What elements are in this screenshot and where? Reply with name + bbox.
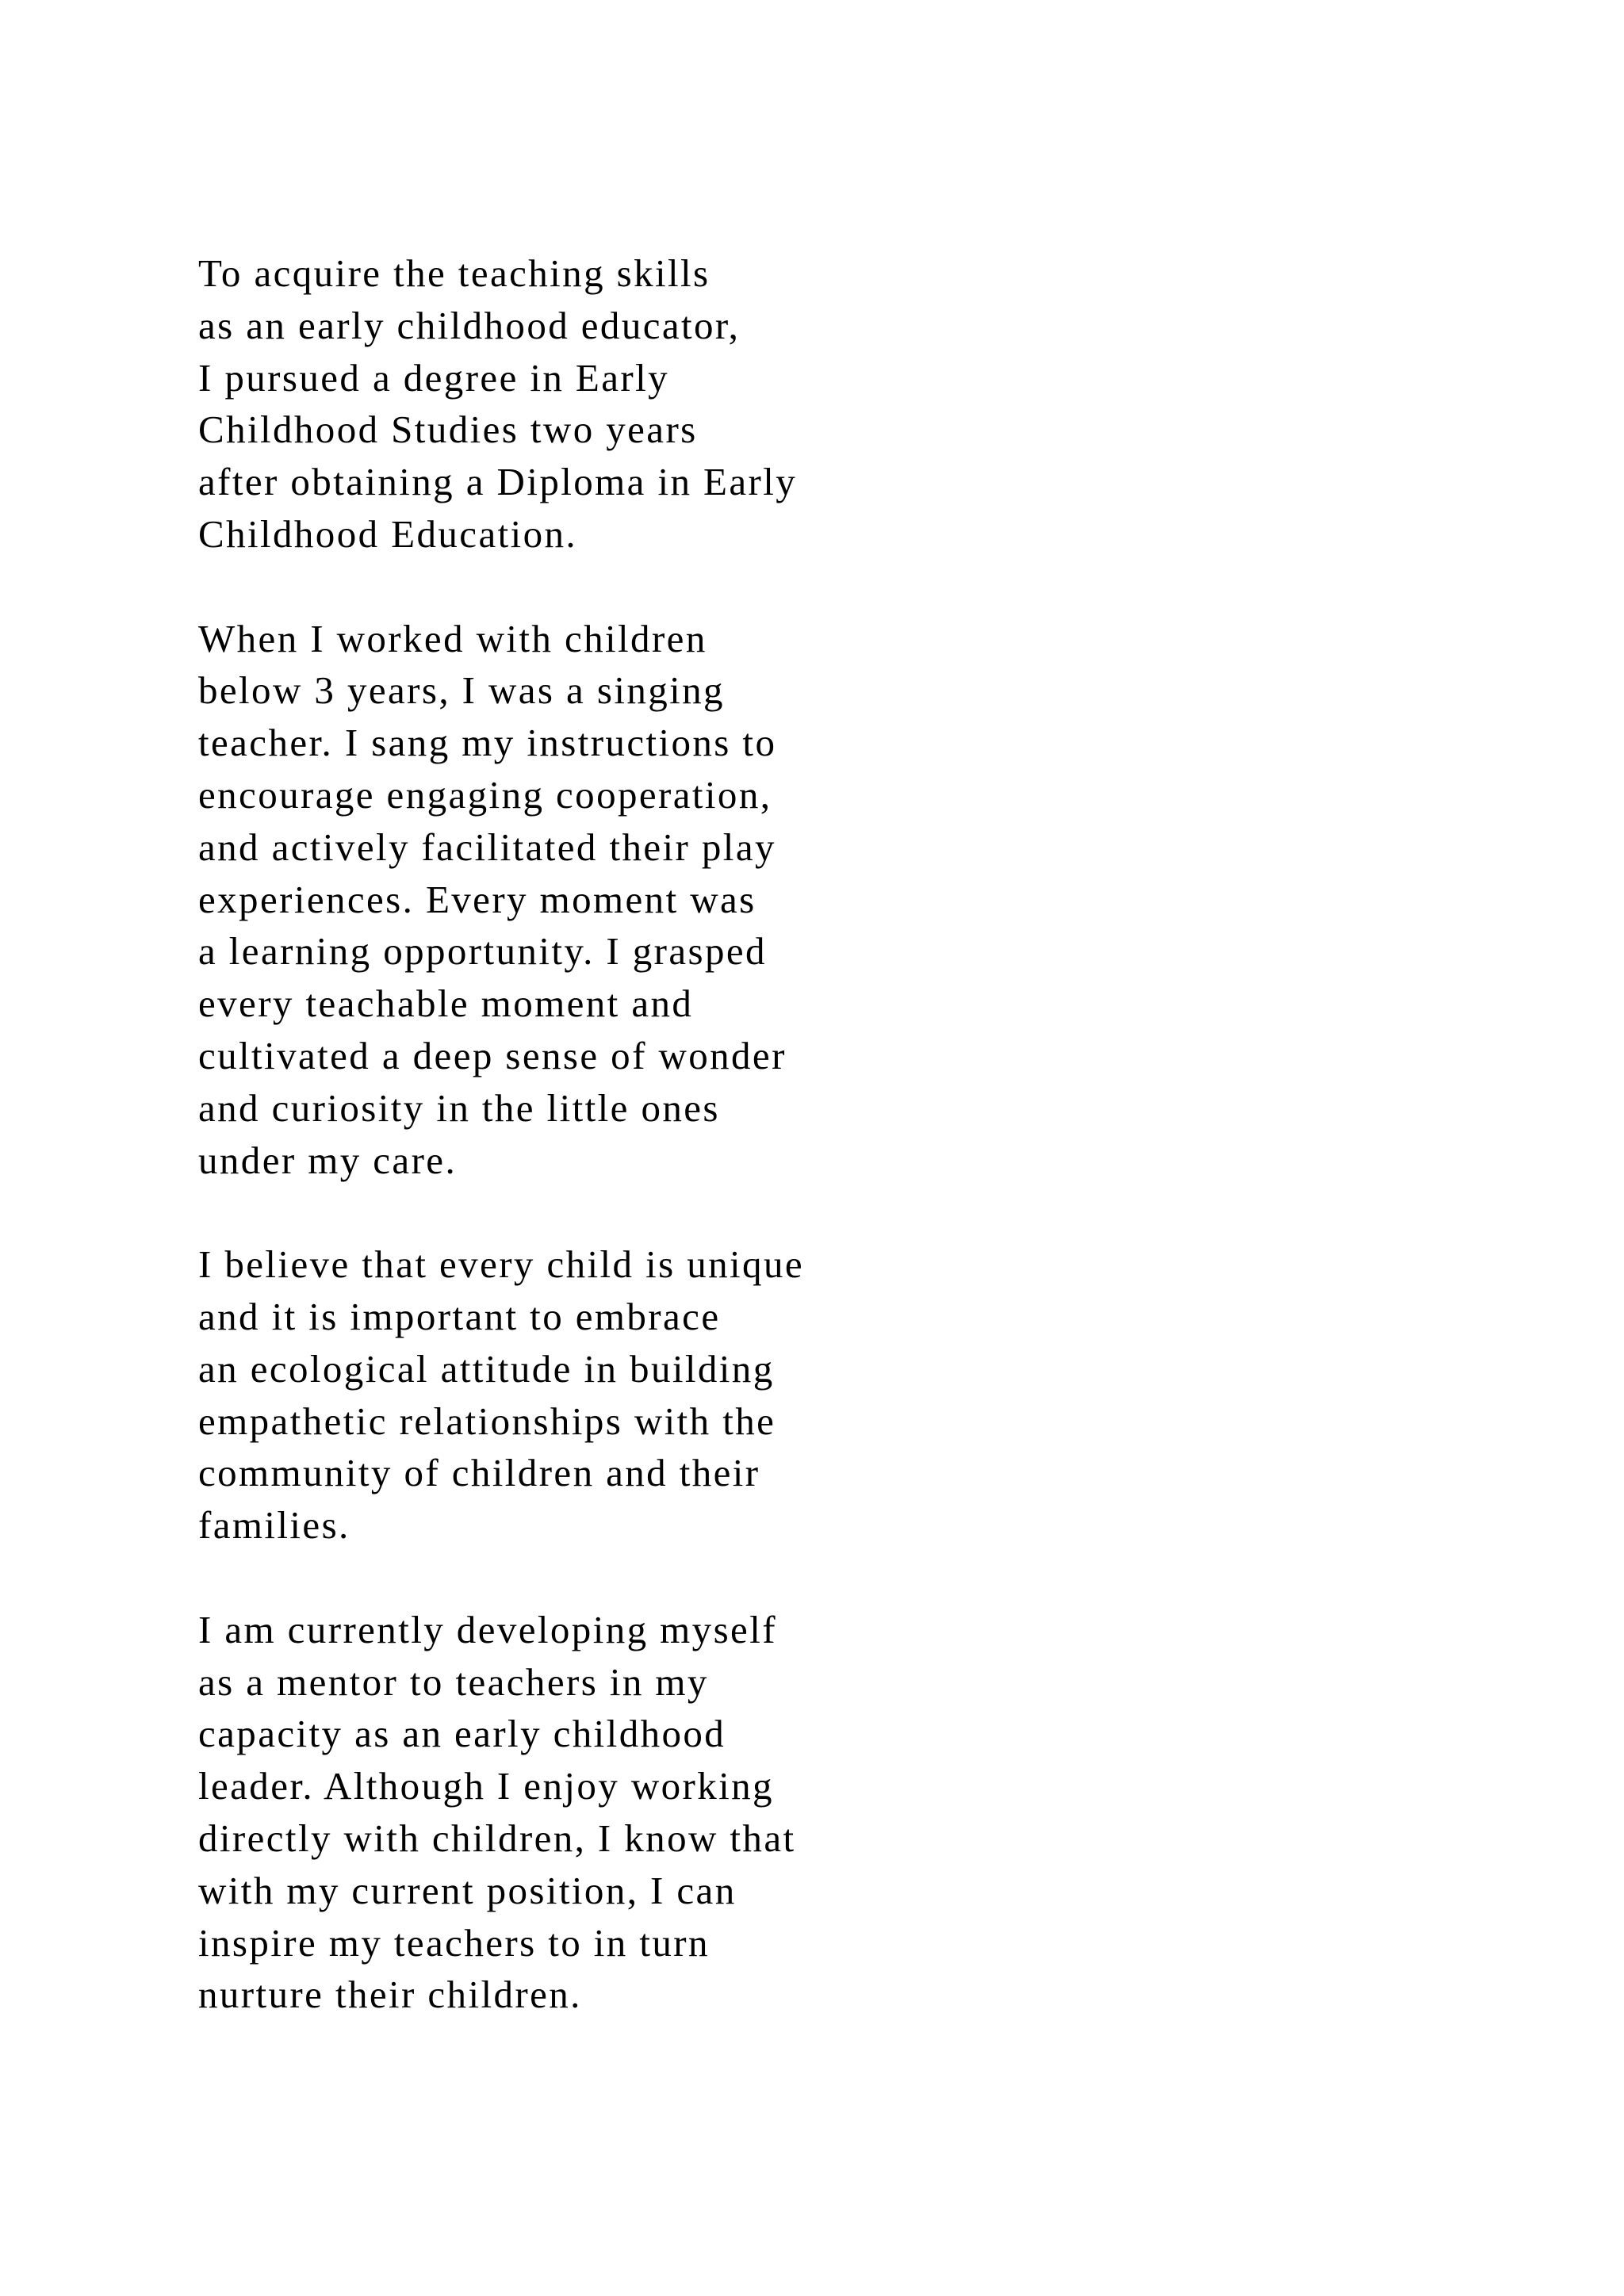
text-line: cultivated a deep sense of wonder bbox=[198, 1033, 787, 1077]
text-line: Childhood Education. bbox=[198, 511, 578, 556]
text-line: I pursued a degree in Early bbox=[198, 355, 670, 400]
text-line: and actively facilitated their play bbox=[198, 825, 776, 869]
text-line: When I worked with children bbox=[198, 616, 707, 660]
text-line: with my current position, I can bbox=[198, 1868, 737, 1912]
text-line: and it is important to embrace bbox=[198, 1294, 721, 1338]
text-line: To acquire the teaching skills bbox=[198, 251, 710, 295]
text-line: an ecological attitude in building bbox=[198, 1346, 775, 1391]
text-line: inspire my teachers to in turn bbox=[198, 1920, 710, 1965]
text-line: below 3 years, I was a singing bbox=[198, 668, 725, 713]
paragraph-education bbox=[198, 247, 1308, 561]
text-line: encourage engaging cooperation, bbox=[198, 772, 772, 817]
text-line: under my care. bbox=[198, 1138, 458, 1182]
document-body bbox=[198, 247, 1308, 2073]
text-line: every teachable moment and bbox=[198, 982, 694, 1026]
text-line: directly with children, I know that bbox=[198, 1816, 796, 1860]
text-line: community of children and their bbox=[198, 1451, 760, 1495]
text-line: a learning opportunity. I grasped bbox=[198, 929, 767, 974]
text-line: teacher. I sang my instructions to bbox=[198, 721, 777, 765]
text-line: as a mentor to teachers in my bbox=[198, 1659, 709, 1704]
paragraph-experience bbox=[198, 613, 1308, 1187]
paragraph-leadership bbox=[198, 1604, 1308, 2021]
paragraph-beliefs bbox=[198, 1238, 1308, 1552]
text-line: capacity as an early childhood bbox=[198, 1712, 726, 1756]
text-line: Childhood Studies two years bbox=[198, 408, 698, 452]
text-line: families. bbox=[198, 1503, 350, 1548]
text-line: experiences. Every moment was bbox=[198, 877, 756, 921]
text-line: after obtaining a Diploma in Early bbox=[198, 460, 798, 504]
text-line: I am currently developing myself bbox=[198, 1607, 777, 1651]
text-line: as an early childhood educator, bbox=[198, 303, 741, 347]
text-line: leader. Although I enjoy working bbox=[198, 1764, 774, 1808]
text-line: empathetic relationships with the bbox=[198, 1399, 776, 1443]
text-line: I believe that every child is unique bbox=[198, 1242, 805, 1287]
text-line: nurture their children. bbox=[198, 1973, 582, 2017]
text-line: and curiosity in the little ones bbox=[198, 1085, 720, 1130]
